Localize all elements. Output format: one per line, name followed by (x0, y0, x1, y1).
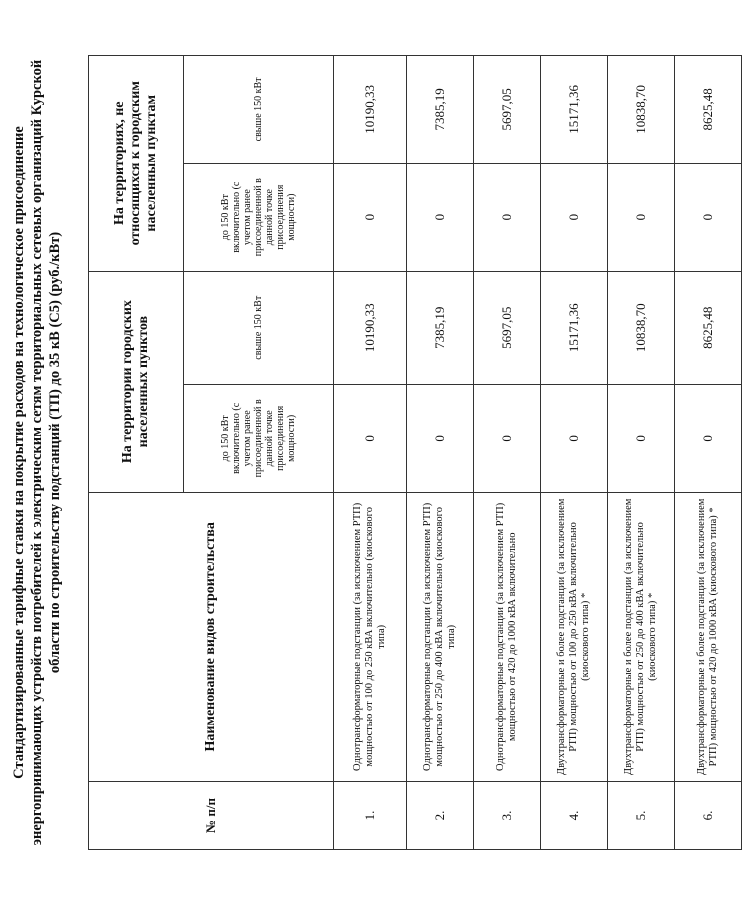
row-name: Однотрансформаторные подстанции (за исключением РТП) мощностью от 100 до 250 кВА включительно (киоскового типа) (334, 492, 407, 781)
row-num: 1. (334, 781, 407, 849)
table-row (474, 56, 541, 850)
header-urban-upto150: до 150 кВт включительно (с учетом ранее присоединенной в данной точке присоединения мощности) (184, 384, 334, 492)
header-rural: На территориях, не относящихся к городским населенным пунктам (89, 56, 184, 272)
header-rural-over150: свыше 150 кВт (184, 56, 334, 164)
row-num: 2. (407, 781, 474, 849)
row-urban-upto150: 0 (407, 384, 474, 492)
row-urban-over150: 10190,33 (334, 271, 407, 384)
row-num: 5. (608, 781, 675, 849)
row-urban-upto150: 0 (474, 384, 541, 492)
row-name: Двухтрансформаторные и более подстанции (за исключением РТП) мощностью от 250 до 400 кВА включительно (киоскового типа) * (608, 492, 675, 781)
row-urban-upto150: 0 (334, 384, 407, 492)
row-rural-upto150: 0 (334, 163, 407, 271)
row-urban-upto150: 0 (675, 384, 742, 492)
row-num: 3. (474, 781, 541, 849)
row-urban-over150: 8625,48 (675, 271, 742, 384)
header-rural-upto150: до 150 кВт включительно (с учетом ранее присоединенной в данной точке присоединения мощности) (184, 163, 334, 271)
tariff-table (88, 55, 742, 850)
row-name: Однотрансформаторные подстанции (за исключением РТП) мощностью от 420 до 1000 кВА включительно (474, 492, 541, 781)
table-row (608, 56, 675, 850)
row-urban-over150: 7385,19 (407, 271, 474, 384)
row-name: Однотрансформаторные подстанции (за исключением РТП) мощностью от 250 до 400 кВА включительно (киоскового типа) (407, 492, 474, 781)
row-rural-upto150: 0 (608, 163, 675, 271)
row-rural-upto150: 0 (675, 163, 742, 271)
row-rural-over150: 10190,33 (334, 56, 407, 164)
row-urban-upto150: 0 (541, 384, 608, 492)
row-rural-over150: 15171,36 (541, 56, 608, 164)
row-rural-upto150: 0 (474, 163, 541, 271)
row-rural-upto150: 0 (407, 163, 474, 271)
row-rural-over150: 8625,48 (675, 56, 742, 164)
header-num: № п/п (89, 781, 334, 849)
row-rural-over150: 10838,70 (608, 56, 675, 164)
header-urban-over150: свыше 150 кВт (184, 271, 334, 384)
header-urban: На территории городских населенных пунктов (89, 271, 184, 492)
row-name: Двухтрансформаторные и более подстанции (за исключением РТП) мощностью от 100 до 250 кВА включительно (киоскового типа) * (541, 492, 608, 781)
row-num: 6. (675, 781, 742, 849)
row-name: Двухтрансформаторные и более подстанции (за исключением РТП) мощностью от 420 до 1000 кВА (киоскового типа) * (675, 492, 742, 781)
row-urban-upto150: 0 (608, 384, 675, 492)
row-urban-over150: 15171,36 (541, 271, 608, 384)
row-num: 4. (541, 781, 608, 849)
table-row (407, 56, 474, 850)
row-rural-over150: 7385,19 (407, 56, 474, 164)
row-rural-over150: 5697,05 (474, 56, 541, 164)
row-rural-upto150: 0 (541, 163, 608, 271)
table-row (675, 56, 742, 850)
row-urban-over150: 10838,70 (608, 271, 675, 384)
table-row (334, 56, 407, 850)
document-title: Стандартизированные тарифные ставки на покрытие расходов на технологическое присоединение энергопринимающих устройств потребителей к электрическим сетям территориальных сетевых организаций Курской области по строительству подстанций (ТП) до 35 кВ (С5) (руб./кВт) (11, 59, 63, 846)
header-name: Наименование видов строительства (89, 492, 334, 781)
table-row (541, 56, 608, 850)
row-urban-over150: 5697,05 (474, 271, 541, 384)
